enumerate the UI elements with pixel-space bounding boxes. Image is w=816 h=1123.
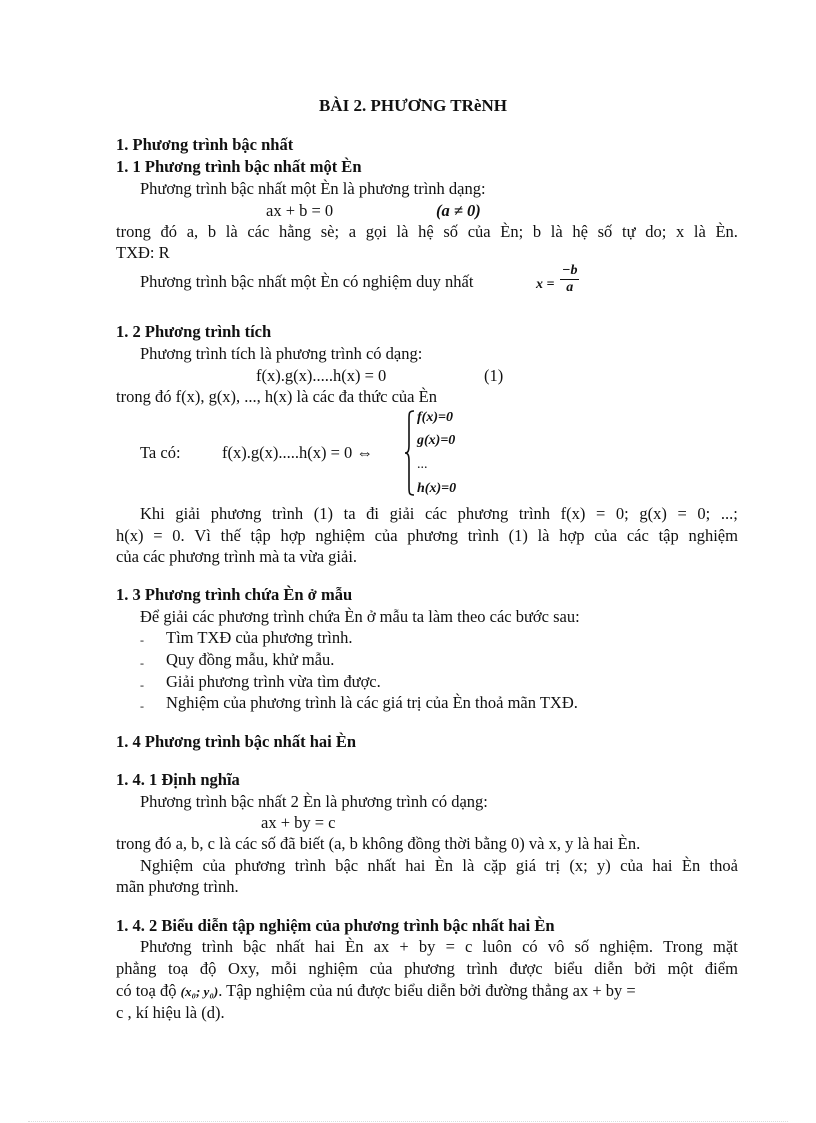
s141-equation: ax + by = c (261, 813, 336, 832)
word: tập (658, 526, 679, 545)
word: Èn; (500, 222, 524, 241)
word: a (348, 222, 357, 241)
s11-solution-fraction (560, 263, 579, 296)
word: ...; (720, 504, 738, 523)
word: tập (250, 526, 271, 545)
word: ax (373, 937, 390, 956)
s11-equation: ax + b = 0 (266, 201, 334, 220)
word: c (465, 937, 473, 956)
word: nhất (367, 856, 396, 875)
word: hằng (278, 222, 312, 241)
s142-paragraph-line-4: c , kí hiệu là (d). (116, 1003, 225, 1022)
word: Phương (140, 937, 192, 956)
word: thế (220, 526, 241, 545)
word: a, (186, 222, 199, 241)
word: trình (294, 856, 326, 875)
word: là (550, 222, 563, 241)
word: = (595, 504, 606, 523)
word: g(x) (639, 504, 667, 523)
word: Èn. (715, 222, 738, 241)
word: trình (201, 937, 233, 956)
word: Èn (345, 937, 364, 956)
s12-paragraph-line-1 (140, 504, 738, 524)
system-eq-n: h(x)=0 (417, 481, 457, 496)
s11-domain: TXĐ: R (116, 243, 170, 262)
word: + (399, 937, 409, 956)
page-title: BÀI 2. PHƯƠNG TRèNH (319, 96, 507, 115)
word: (1) (313, 504, 334, 523)
word: phương (457, 504, 509, 523)
word: = (445, 937, 455, 956)
text-fragment: có toạ độ (116, 981, 177, 1000)
word: đó (160, 222, 178, 241)
section-1-4-2-heading: 1. 4. 2 Biểu diễn tập nghiệm của phương trình bậc nhất hai Èn (116, 916, 555, 935)
list-bullet: - (140, 699, 144, 713)
word: 0; (615, 504, 629, 523)
word: Trong (663, 937, 703, 956)
word: giá (515, 856, 537, 875)
word: thoả (709, 856, 738, 875)
word: = (153, 526, 163, 545)
word: Khi (140, 504, 165, 523)
section-1-4-1-heading: 1. 4. 1 Định nghĩa (116, 770, 240, 789)
word: f(x) (560, 504, 586, 523)
word: nghiệm. (599, 937, 653, 956)
word: hệ (418, 222, 434, 241)
word: là (537, 526, 550, 545)
list-bullet: - (140, 678, 144, 692)
word: bởi (634, 959, 656, 978)
word: hai (652, 856, 673, 875)
word: Vì (194, 526, 211, 545)
word: Èn (681, 856, 701, 875)
word: phẳng (116, 959, 157, 978)
list-item: Giải phương trình vừa tìm được. (166, 672, 381, 691)
s12-where: trong đó f(x), g(x), ..., h(x) là các đa thức của Èn (116, 387, 437, 406)
word: h(x) (116, 526, 144, 545)
s12-paragraph-line-2 (116, 526, 738, 546)
word: nhất (276, 937, 305, 956)
s11-where-line (116, 222, 738, 242)
word: hai (314, 937, 335, 956)
word: là (462, 856, 475, 875)
word: trong (116, 222, 151, 241)
word: số (443, 222, 459, 241)
word: phương (210, 504, 262, 523)
s13-intro: Để giải các phương trình chứa Èn ở mẫu ta làm theo các bước sau: (140, 607, 580, 626)
section-1-3-heading: 1. 3 Phương trình chứa Èn ở mẫu (116, 585, 353, 604)
word: có (522, 937, 538, 956)
word: của (620, 856, 644, 875)
word: y) (597, 856, 611, 875)
list-bullet: - (140, 633, 144, 647)
word: nghiệm (688, 526, 738, 545)
word: độ (199, 959, 217, 978)
word: của (369, 959, 393, 978)
s11-solution-lhs: x = (536, 277, 555, 292)
list-item: Nghiệm của phương trình là các giá trị của Èn thoả mãn TXĐ. (166, 693, 578, 712)
word: biểu (554, 959, 583, 978)
s12-definition: Phương trình tích là phương trình có dạng: (140, 344, 423, 363)
section-1-1-heading: 1. 1 Phương trình bậc nhất một Èn (116, 157, 362, 176)
fraction-denominator: a (566, 280, 574, 295)
word: được (509, 959, 543, 978)
word: hợp (559, 526, 585, 545)
word: Oxy, (227, 959, 260, 978)
word: b (532, 222, 542, 241)
s11-condition: (a ≠ 0) (436, 201, 481, 220)
s11-definition: Phương trình bậc nhất một Èn là phương trình dạng: (140, 179, 486, 198)
word: 0. (172, 526, 185, 545)
word: mặt (713, 937, 738, 956)
s12-equation: f(x).g(x).....h(x) = 0 (256, 366, 387, 385)
section-1-2-heading: 1. 2 Phương trình tích (116, 322, 272, 341)
s142-paragraph-line-2 (116, 959, 738, 979)
word: là (693, 222, 706, 241)
word: các (424, 504, 447, 523)
text-fragment: . Tập nghiệm của nú được biểu diễn bởi đường thẳng ax + by = (218, 981, 636, 1000)
word: nghiệm (308, 959, 358, 978)
fraction-numerator: −b (562, 263, 578, 278)
word: Nghiệm (140, 856, 194, 875)
word: mỗi (271, 959, 297, 978)
list-bullet: - (140, 656, 144, 670)
s12-paragraph-line-3: của các phương trình mà ta vừa giải. (116, 547, 358, 566)
word: tự (621, 222, 636, 241)
word: vô (547, 937, 565, 956)
word: các (247, 222, 270, 241)
word: điểm (704, 959, 738, 978)
word: bậc (335, 856, 359, 875)
page-bottom-rule (28, 1121, 788, 1122)
word: đi (366, 504, 380, 523)
system-eq-2: g(x)=0 (417, 433, 456, 448)
word: diễn (594, 959, 623, 978)
word: phương (407, 526, 458, 545)
word: trình (272, 504, 304, 523)
list-item: Quy đồng mẫu, khử mẫu. (166, 650, 335, 669)
system-eq-1: f(x)=0 (417, 410, 453, 425)
section-1-4-heading: 1. 4 Phương trình bậc nhất hai Èn (116, 732, 357, 751)
word: là (225, 222, 238, 241)
word: số (574, 937, 590, 956)
word: 0; (697, 504, 711, 523)
s12-equivalence: f(x).g(x).....h(x) = 0 ⇔ (222, 443, 373, 462)
word: hợp (280, 526, 306, 545)
word: của (202, 856, 226, 875)
word: trình (518, 504, 551, 523)
word: phương (234, 856, 286, 875)
word: (x; (569, 856, 588, 875)
s142-paragraph-line-1 (140, 937, 738, 957)
word: trình (466, 959, 498, 978)
word: ta (343, 504, 356, 523)
word: của (374, 526, 398, 545)
word: hai (405, 856, 426, 875)
s141-solution-line-2: mãn phương trình. (116, 877, 239, 896)
word: trị (545, 856, 561, 875)
word: hệ (572, 222, 588, 241)
word: = (677, 504, 687, 523)
s11-solution-text: Phương trình bậc nhất một Èn có nghiệm duy nhất (140, 272, 474, 291)
word: số (597, 222, 613, 241)
word: sè; (320, 222, 340, 241)
system-ellipsis: ... (417, 457, 428, 472)
section-1-heading: 1. Phương trình bậc nhất (116, 135, 294, 154)
word: do; (645, 222, 667, 241)
system-brace (403, 409, 417, 497)
s12-taco-label: Ta có: (140, 443, 181, 462)
word: giải (389, 504, 415, 523)
word: (1) (508, 526, 528, 545)
point-coordinates: (x₀; y₀) (180, 984, 219, 999)
word: by (418, 937, 436, 956)
list-item: Tìm TXĐ của phương trình. (166, 628, 353, 647)
s12-equation-tag: (1) (484, 366, 504, 385)
word: cặp (483, 856, 507, 875)
word: luôn (482, 937, 512, 956)
word: các (626, 526, 649, 545)
word: một (667, 959, 694, 978)
s141-where: trong đó a, b, c là các số đã biết (a, b không đồng thời bằng 0) và x, y là hai Èn. (116, 834, 641, 853)
word: phương (404, 959, 455, 978)
word: trình (467, 526, 499, 545)
word: bậc (243, 937, 267, 956)
s142-paragraph-line-3 (116, 981, 636, 1002)
word: giải (175, 504, 201, 523)
word: nghiệm (315, 526, 365, 545)
word: của (467, 222, 491, 241)
word: toạ (167, 959, 189, 978)
s141-solution-line-1 (140, 856, 738, 876)
word: là (396, 222, 409, 241)
word: của (594, 526, 618, 545)
word: gọi (365, 222, 387, 241)
word: b (207, 222, 217, 241)
s141-definition: Phương trình bậc nhất 2 Èn là phương trình có dạng: (140, 792, 488, 811)
word: x (675, 222, 685, 241)
word: Èn (434, 856, 454, 875)
